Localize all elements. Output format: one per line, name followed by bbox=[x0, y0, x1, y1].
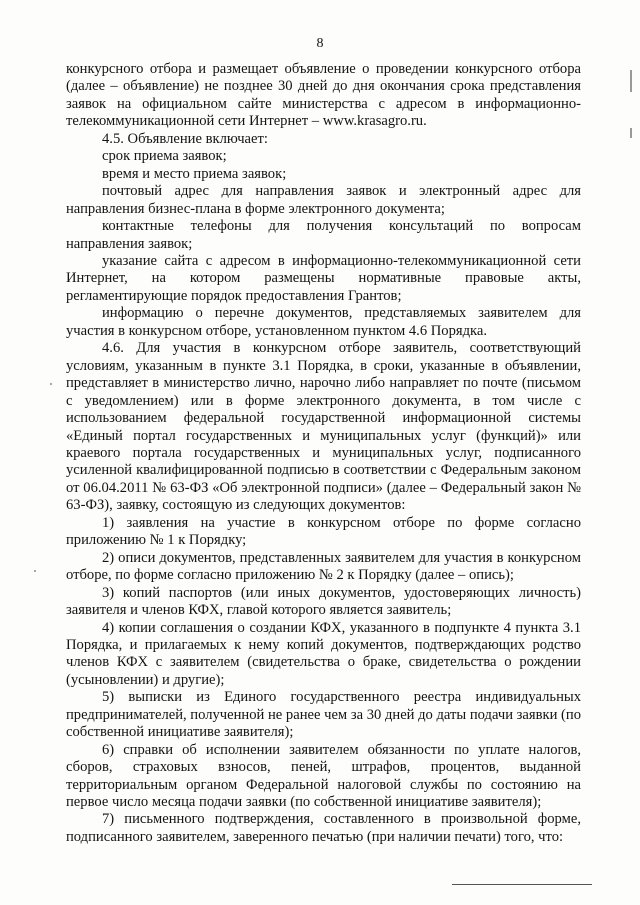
page-number: 8 bbox=[316, 36, 324, 51]
list-item-7-written-confirmation: 7) письменного подтверждения, составленного в произвольной форме, подписанного заявителем, заверенного печатью (при наличии печати) того, что: bbox=[66, 811, 581, 845]
list-item-4-kfh-agreement: 4) копии соглашения о создании КФХ, указанного в подпункте 4 пункта 3.1 Порядка, и прилагаемых к нему копий документов, подтверждающих родство членов КФХ с заявителем (свидетельства о браке, свидетельства о рождении (усыновлении) и другие); bbox=[66, 619, 581, 688]
list-item-5-registry-extract: 5) выписки из Единого государственного реестра индивидуальных предпринимателей, полученной не ранее чем за 30 дней до даты подачи заявки (по собственной инициативе заявителя); bbox=[66, 689, 582, 741]
list-item-3-passports: 3) копий паспортов (или иных документов, удостоверяющих личность) заявителя и членов КФХ, главой которого является заявитель; bbox=[66, 584, 581, 619]
paragraph-website-reference: указание сайта с адресом в информационно-телекоммуникационной сети Интернет, на котором размещены нормативные правовые акты, регламентирующие порядок предоставления Грантов; bbox=[66, 252, 581, 304]
document-body bbox=[66, 61, 581, 846]
scan-edge-mark bbox=[630, 128, 632, 138]
list-item-6-tax-certificate: 6) справки об исполнении заявителем обязанности по уплате налогов, сборов, страховых взносов, пеней, штрафов, процентов, выданной территориальным органом Федеральной налоговой службы по состоянию на первое число месяца подачи заявки (по собственной инициативе заявителя); bbox=[66, 741, 581, 811]
scan-speck bbox=[50, 383, 52, 385]
list-item-2-inventory: 2) описи документов, представленных заявителем для участия в конкурсном отборе, по форме согласно приложению № 2 к Порядку (далее – опись); bbox=[66, 549, 581, 584]
paragraph-postal-email-address: почтовый адрес для направления заявок и электронный адрес для направления бизнес-плана в форме электронного документа; bbox=[66, 183, 581, 217]
paragraph-announcement-publication: конкурсного отбора и размещает объявление о проведении конкурсного отбора (далее – объявление) не позднее 30 дней до дня окончания срока представления заявок на официальном сайте министерства с адресом в информационно-телекоммуникационной сети Интернет – www.krasagro.ru. bbox=[66, 61, 581, 130]
paragraph-contact-phones: контактные телефоны для получения консультаций по вопросам направления заявок; bbox=[66, 218, 581, 252]
paragraph-4-6-requirements: 4.6. Для участия в конкурсном отборе заявитель, соответствующий условиям, указанным в пункте 3.1 Порядка, в сроки, указанные в объявлении, представляет в министерство лично, нарочно либо направляет по почте (письмом с уведомлением) или в форме электронного документа, в том числе с использованием федеральной государственной информационной системы «Единый портал государственных и муниципальных услуг (функций)» или краевого портала государственных и муниципальных услуг, подписанного усиленной квалифицированной подписью в соответствии с Федеральным законом от 06.04.2011 № 63-ФЗ «Об электронной подписи» (далее – Федеральный закон № 63-ФЗ), заявку, состоящую из следующих документов: bbox=[66, 340, 581, 514]
list-item-1-application: 1) заявления на участие в конкурсном отборе по форме согласно приложению № 1 к Порядку; bbox=[66, 514, 581, 549]
scan-speck bbox=[34, 570, 36, 572]
paragraph-application-time-place: время и место приема заявок; bbox=[102, 165, 287, 182]
paragraph-application-period: срок приема заявок; bbox=[102, 148, 227, 165]
scan-artifact-line bbox=[452, 884, 592, 885]
paragraph-documents-list-info: информацию о перечне документов, представляемых заявителем для участия в конкурсном отборе, установленном пунктом 4.6 Порядка. bbox=[66, 305, 581, 339]
scan-edge-mark bbox=[630, 70, 632, 92]
paragraph-4-5-heading: 4.5. Объявление включает: bbox=[102, 130, 268, 147]
